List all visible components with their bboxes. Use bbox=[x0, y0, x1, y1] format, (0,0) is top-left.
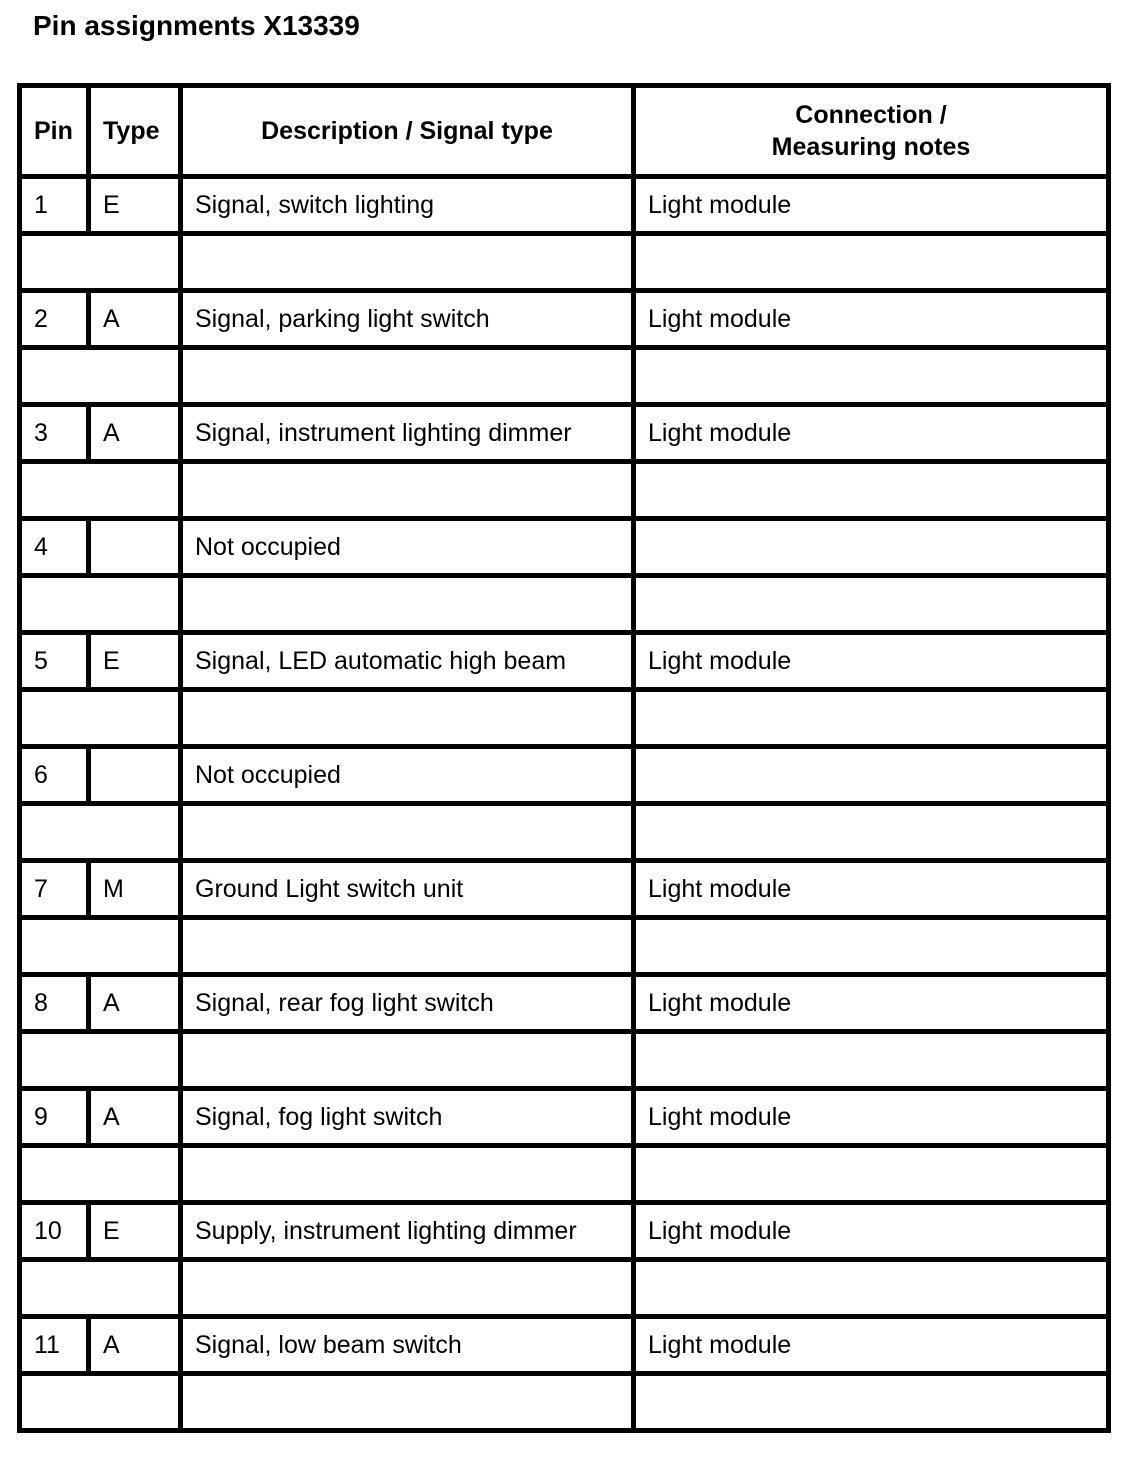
table-row bbox=[20, 177, 1109, 234]
cell-pin: 10 bbox=[20, 1203, 89, 1260]
table-header-row bbox=[20, 86, 1109, 177]
cell-connection: Light module bbox=[634, 291, 1109, 348]
cell-pin: 8 bbox=[20, 975, 89, 1032]
table-spacer-row bbox=[20, 348, 1109, 405]
cell-pin: 1 bbox=[20, 177, 89, 234]
header-description: Description / Signal type bbox=[181, 86, 634, 177]
spacer-cell-connection bbox=[634, 1374, 1109, 1431]
spacer-cell-description bbox=[181, 1032, 634, 1089]
spacer-cell-connection bbox=[634, 690, 1109, 747]
cell-description: Signal, low beam switch bbox=[181, 1317, 634, 1374]
spacer-cell-description bbox=[181, 1260, 634, 1317]
cell-description: Signal, switch lighting bbox=[181, 177, 634, 234]
page-title: Pin assignments X13339 bbox=[33, 10, 360, 41]
spacer-cell-connection bbox=[634, 234, 1109, 291]
table-spacer-row bbox=[20, 804, 1109, 861]
cell-pin: 5 bbox=[20, 633, 89, 690]
spacer-cell-connection bbox=[634, 462, 1109, 519]
spacer-cell-pin-type bbox=[20, 1374, 181, 1431]
spacer-cell-description bbox=[181, 234, 634, 291]
table-row bbox=[20, 1203, 1109, 1260]
cell-type: M bbox=[89, 861, 181, 918]
cell-pin: 3 bbox=[20, 405, 89, 462]
cell-description: Signal, instrument lighting dimmer bbox=[181, 405, 634, 462]
table-row bbox=[20, 1089, 1109, 1146]
header-connection-line1: Connection / bbox=[795, 101, 947, 129]
cell-type: A bbox=[89, 1317, 181, 1374]
header-connection-line2: Measuring notes bbox=[771, 133, 971, 161]
cell-connection: Light module bbox=[634, 633, 1109, 690]
spacer-cell-pin-type bbox=[20, 918, 181, 975]
header-type: Type bbox=[89, 86, 181, 177]
table-spacer-row bbox=[20, 1146, 1109, 1203]
pin-assignment-table bbox=[17, 83, 1111, 1433]
table-spacer-row bbox=[20, 1260, 1109, 1317]
cell-type: E bbox=[89, 177, 181, 234]
cell-pin: 7 bbox=[20, 861, 89, 918]
spacer-cell-connection bbox=[634, 348, 1109, 405]
spacer-cell-description bbox=[181, 804, 634, 861]
cell-description: Not occupied bbox=[181, 747, 634, 804]
spacer-cell-description bbox=[181, 918, 634, 975]
spacer-cell-pin-type bbox=[20, 1146, 181, 1203]
cell-description: Signal, rear fog light switch bbox=[181, 975, 634, 1032]
spacer-cell-connection bbox=[634, 1260, 1109, 1317]
cell-connection: Light module bbox=[634, 1089, 1109, 1146]
spacer-cell-description bbox=[181, 576, 634, 633]
cell-type: A bbox=[89, 1089, 181, 1146]
cell-description: Signal, fog light switch bbox=[181, 1089, 634, 1146]
table-row bbox=[20, 405, 1109, 462]
spacer-cell-pin-type bbox=[20, 1032, 181, 1089]
cell-type: A bbox=[89, 975, 181, 1032]
cell-description: Signal, LED automatic high beam bbox=[181, 633, 634, 690]
table-row bbox=[20, 975, 1109, 1032]
spacer-cell-connection bbox=[634, 1032, 1109, 1089]
spacer-cell-pin-type bbox=[20, 462, 181, 519]
cell-type: A bbox=[89, 405, 181, 462]
cell-pin: 2 bbox=[20, 291, 89, 348]
spacer-cell-pin-type bbox=[20, 348, 181, 405]
cell-connection bbox=[634, 747, 1109, 804]
table-spacer-row bbox=[20, 1374, 1109, 1431]
cell-description: Not occupied bbox=[181, 519, 634, 576]
table-body bbox=[20, 177, 1109, 1431]
table-row bbox=[20, 861, 1109, 918]
cell-pin: 6 bbox=[20, 747, 89, 804]
cell-connection: Light module bbox=[634, 861, 1109, 918]
spacer-cell-description bbox=[181, 690, 634, 747]
cell-connection: Light module bbox=[634, 975, 1109, 1032]
spacer-cell-connection bbox=[634, 576, 1109, 633]
cell-type bbox=[89, 747, 181, 804]
table-spacer-row bbox=[20, 576, 1109, 633]
table-row bbox=[20, 291, 1109, 348]
cell-description: Signal, parking light switch bbox=[181, 291, 634, 348]
table-row bbox=[20, 747, 1109, 804]
cell-description: Supply, instrument lighting dimmer bbox=[181, 1203, 634, 1260]
spacer-cell-connection bbox=[634, 1146, 1109, 1203]
table-row bbox=[20, 519, 1109, 576]
cell-connection: Light module bbox=[634, 177, 1109, 234]
cell-pin: 9 bbox=[20, 1089, 89, 1146]
cell-pin: 11 bbox=[20, 1317, 89, 1374]
table-spacer-row bbox=[20, 462, 1109, 519]
cell-pin: 4 bbox=[20, 519, 89, 576]
spacer-cell-description bbox=[181, 1146, 634, 1203]
spacer-cell-pin-type bbox=[20, 234, 181, 291]
spacer-cell-description bbox=[181, 348, 634, 405]
spacer-cell-pin-type bbox=[20, 804, 181, 861]
header-connection bbox=[634, 86, 1109, 177]
spacer-cell-connection bbox=[634, 804, 1109, 861]
spacer-cell-connection bbox=[634, 918, 1109, 975]
spacer-cell-description bbox=[181, 462, 634, 519]
header-pin: Pin bbox=[20, 86, 89, 177]
spacer-cell-description bbox=[181, 1374, 634, 1431]
table-spacer-row bbox=[20, 918, 1109, 975]
table-spacer-row bbox=[20, 1032, 1109, 1089]
spacer-cell-pin-type bbox=[20, 1260, 181, 1317]
spacer-cell-pin-type bbox=[20, 690, 181, 747]
cell-type bbox=[89, 519, 181, 576]
cell-type: A bbox=[89, 291, 181, 348]
table-spacer-row bbox=[20, 234, 1109, 291]
table-spacer-row bbox=[20, 690, 1109, 747]
cell-description: Ground Light switch unit bbox=[181, 861, 634, 918]
cell-type: E bbox=[89, 633, 181, 690]
spacer-cell-pin-type bbox=[20, 576, 181, 633]
cell-type: E bbox=[89, 1203, 181, 1260]
cell-connection: Light module bbox=[634, 1317, 1109, 1374]
cell-connection: Light module bbox=[634, 1203, 1109, 1260]
cell-connection bbox=[634, 519, 1109, 576]
table-row bbox=[20, 633, 1109, 690]
cell-connection: Light module bbox=[634, 405, 1109, 462]
table-row bbox=[20, 1317, 1109, 1374]
